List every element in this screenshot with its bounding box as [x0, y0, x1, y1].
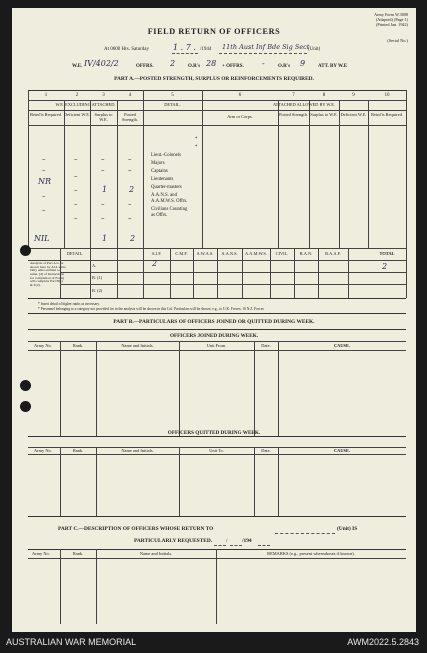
detail-lieutenants: Lieutenants	[151, 177, 174, 182]
sub-header-deficient-2: Deficient W.E.	[340, 112, 367, 117]
form-code-line-1: Army Form W.3008	[374, 12, 408, 17]
att-label: ATT. BY W.E	[318, 64, 348, 69]
analysis-header-ran: R.A.N.	[299, 251, 313, 256]
analysis-header-aans: A.A.N.S.	[221, 251, 238, 256]
part-c-col-remarks: REMARKS (e.g., present whereabouts if known).	[267, 551, 355, 556]
analysis-row-a: A.	[92, 263, 97, 268]
time-label: At 0600 Hrs. Saturday	[104, 47, 149, 52]
col-number-9: 9	[352, 93, 355, 98]
col-number-1: 1	[44, 93, 48, 98]
ors-hand: 28	[206, 59, 217, 68]
plus-offrs-hand: -	[262, 59, 265, 68]
joined-col-name: Name and Initials.	[121, 343, 154, 348]
hand-surplus: 1	[102, 185, 108, 194]
footnote-2: * Personnel belonging to a category not provided for in the analysis will be shown in this Col. Particulars will be shown, e.g., to U.K. Forces; 10 N.Z. Forces	[38, 307, 264, 311]
detail-qm: Quarter-masters	[151, 185, 182, 190]
binder-hole	[20, 380, 31, 391]
joined-col-army-no: Army No.	[34, 343, 52, 348]
part-c-col-name: Name and Initials.	[139, 551, 173, 556]
sub-header-posted-2: Posted Strength.	[279, 112, 308, 117]
analysis-header-awas: A.W.A.S.	[196, 251, 214, 256]
analysis-header-raaf: R.A.A.F.	[325, 251, 341, 256]
analysis-note-line: will complete Part B(1)	[30, 279, 63, 284]
joined-col-rank: Rank.	[72, 343, 84, 348]
binder-hole	[20, 245, 31, 256]
ors2-hand: 9	[300, 59, 306, 68]
quitted-col-name: Name and Initials.	[121, 448, 154, 453]
form-sheet: Army Form W.3008 (Adapted) (Page 1) (Printed Jan. 1942) (Serial No.) FIELD RETURN OF OFFICERS At 0600 Hrs. Saturday 1 . 7 . /1944 11th Aust Inf Bde Sig Sect (Unit) W.E. IV/402/2 OFFRS. 2 O.R's 28 + OFFRS. - O.R's 9 ATT. BY W.E PART A.—POSTED STRENGTH, SURPLUS OR REINFORCEMENTS REQUIRED. 1 2 3 4 5 6 7 8 9 10 W.E. EXCLUDING ATTACHED. ATTACHED ALLOWED BY W.E. Reinf'ts Required. Deficient W.E. Surplus to W.E. Posted Strength. DETAIL. Arm or Corps. Posted Strength. Surplus to W.E. Deficient W.E. Reinf'ts Required. Lieut.-Colonels Majors Captains Lieutenants Quarter-masters A.A.N.S. and A.A.M.W.S. Offrs. Civilians Counting as Offrs. * * – – – – – – – – – – – – – – – – – NR NIL 1 1 2 2 Analysis of Part A to be shown here by ALL units. Only units entitled to same. (d) of instructions for completion of Form) will complete Part B(1) & T(2). DETAIL. A.I.F. C.M.F. A.W.A.S. A.A.N.S. A.A.M.W.S. CIVIL. R.A.N. R.A.A.F. TOTAL A. B. (1) B. (2) 2 2 * Insert detail of higher ranks as necessary. * Personnel belonging to a category not provided for in the analysis will be shown in this Col. Particulars will be shown, e.g., to U.K. Forces; 10 N.Z. Forces PART B.—PARTICULARS OF OFFICERS JOINED OR QUITTED DURING WEEK. OFFICERS JOINED DURING WEEK. Army No. Rank. Name and Initials. Unit From. Date. CAUSE. OFFICERS QUITTED DURING WEEK. Army No. Rank. Name and Initials. Unit To. Date. CAUSE. PART C.—DESCRIPTION OF OFFICERS WHOSE RETURN TO (Unit) IS PARTICULARLY REQUESTED. / /194 Army No. Rank. Name and Initials. REMARKS (e.g., present whereabouts if known).	[12, 8, 416, 632]
part-c-unit-label: (Unit) IS	[337, 526, 358, 532]
footnote-1: * Insert detail of higher ranks as necessary.	[38, 302, 100, 306]
analysis-note-line: Analysis of Part A to be	[30, 261, 64, 265]
offrs-hand: 2	[170, 59, 176, 68]
analysis-note-line: same. (d) of instructions	[30, 272, 65, 277]
analysis-header-cmf: C.M.F.	[175, 251, 188, 256]
part-a-heading: PART A.—POSTED STRENGTH, SURPLUS OR REINFORCEMENTS REQUIRED.	[114, 76, 314, 82]
analysis-note	[30, 262, 66, 288]
detail-captains: Captains	[151, 169, 168, 174]
analysis-note-line: for completion of Form)	[30, 275, 65, 280]
sub-header-posted: Posted Strength.	[122, 112, 138, 122]
page-title: FIELD RETURN OF OFFICERS	[147, 27, 281, 36]
analysis-header-total: TOTAL	[379, 251, 395, 256]
ors2-label: O.R's	[278, 64, 291, 69]
col-number-2: 2	[75, 93, 79, 98]
quitted-heading: OFFICERS QUITTED DURING WEEK.	[167, 430, 261, 436]
col-number-5: 5	[171, 93, 174, 98]
hand-nil: NIL	[34, 234, 50, 243]
quitted-col-unit-to: Unit To.	[209, 448, 224, 453]
joined-heading: OFFICERS JOINED DURING WEEK.	[169, 333, 259, 339]
we-hand: IV/402/2	[84, 59, 119, 68]
part-c-col-army-no: Army No.	[32, 551, 50, 556]
analysis-header-civil: CIVIL.	[275, 251, 289, 256]
hand-surplus-total: 1	[102, 234, 108, 243]
analysis-header-aif: A.I.F.	[151, 251, 162, 256]
hand-posted: 2	[129, 185, 135, 194]
detail-aamws: A.A.M.W.S. Offrs.	[151, 199, 188, 204]
attached-allowed-label: ATTACHED ALLOWED BY W.E.	[272, 102, 336, 107]
analysis-header-aamws: A.A.M.W.S.	[245, 251, 267, 256]
binder-hole	[20, 401, 31, 412]
analysis-note-line: Only units entitled to	[30, 268, 60, 273]
analysis-note-line: shown here by ALL units.	[30, 264, 67, 269]
ors-label: O.R's	[188, 64, 201, 69]
sub-header-detail: DETAIL.	[164, 102, 181, 107]
col-number-4: 4	[128, 93, 132, 98]
we-excluding-label: W.E. EXCLUDING ATTACHED.	[55, 102, 116, 107]
part-c-requested: PARTICULARLY REQUESTED.	[134, 538, 213, 544]
analysis-row-b1: B. (1)	[92, 275, 103, 280]
part-b-heading: PART B.—PARTICULARS OF OFFICERS JOINED OR QUITTED DURING WEEK.	[113, 319, 315, 325]
part-c-year: /194	[242, 538, 252, 544]
col-number-7: 7	[292, 93, 295, 98]
year-label: /1944	[200, 47, 212, 52]
part-c-col-rank: Rank.	[72, 551, 84, 556]
detail-aans: A.A.N.S. and	[151, 193, 177, 198]
unit-hand: 11th Aust Inf Bde Sig Sect	[222, 43, 310, 51]
sub-header-surplus: Surplus to W.E.	[94, 112, 113, 122]
analysis-row-b2: B. (2)	[92, 288, 103, 293]
sub-header-deficient: Deficient W.E.	[64, 112, 90, 117]
form-code-line-3: (Printed Jan. 1942)	[376, 21, 408, 27]
quitted-col-army-no: Army No.	[34, 448, 52, 453]
quitted-col-date: Date.	[261, 448, 271, 453]
hand-nr: NR	[38, 177, 52, 186]
analysis-note-line: & T(2).	[30, 283, 41, 288]
sub-header-reinf: Reinf'ts Required.	[30, 112, 62, 117]
hand-posted-total: 2	[130, 234, 136, 243]
detail-majors: Majors	[151, 161, 165, 166]
col-number-3: 3	[102, 93, 105, 98]
sub-header-arm: Arm or Corps.	[227, 114, 253, 119]
offrs-label: OFFRS.	[136, 64, 154, 69]
analysis-header-detail: DETAIL.	[66, 251, 84, 256]
quitted-col-rank: Rank.	[72, 448, 84, 453]
col-number-6: 6	[238, 93, 242, 98]
footer-accession: AWM2022.5.2843	[347, 637, 419, 647]
col-number-8: 8	[322, 93, 326, 98]
form-code-line-2: (Adapted) (Page 1)	[375, 16, 408, 22]
plus-offrs-label: + OFFRS.	[222, 64, 244, 69]
detail-as-offrs: as Offrs.	[151, 213, 168, 218]
serial-label: (Serial No.)	[387, 38, 408, 43]
unit-label: (Unit)	[308, 47, 321, 52]
we-label: W.E.	[72, 64, 83, 69]
joined-col-cause: CAUSE.	[334, 343, 350, 348]
analysis-hand-total: 2	[382, 262, 388, 271]
col-number-10: 10	[384, 93, 390, 98]
detail-civilians: Civilians Counting	[151, 207, 188, 212]
sub-header-surplus-2: Surplus to W.E.	[310, 112, 338, 117]
joined-col-date: Date.	[261, 343, 271, 348]
form-code	[374, 13, 408, 27]
part-c-heading: PART C.—DESCRIPTION OF OFFICERS WHOSE RETURN TO	[58, 526, 214, 532]
detail-lt-col: Lieut.-Colonels	[151, 153, 181, 158]
date-hand: 1 . 7 .	[173, 43, 196, 52]
joined-col-unit-from: Unit From.	[206, 343, 227, 348]
footer-credit: AUSTRALIAN WAR MEMORIAL	[6, 637, 137, 647]
sub-header-reinf-2: Reinf'ts Required.	[371, 112, 403, 117]
analysis-hand-aif: 2	[152, 259, 158, 268]
quitted-col-cause: CAUSE.	[334, 448, 350, 453]
